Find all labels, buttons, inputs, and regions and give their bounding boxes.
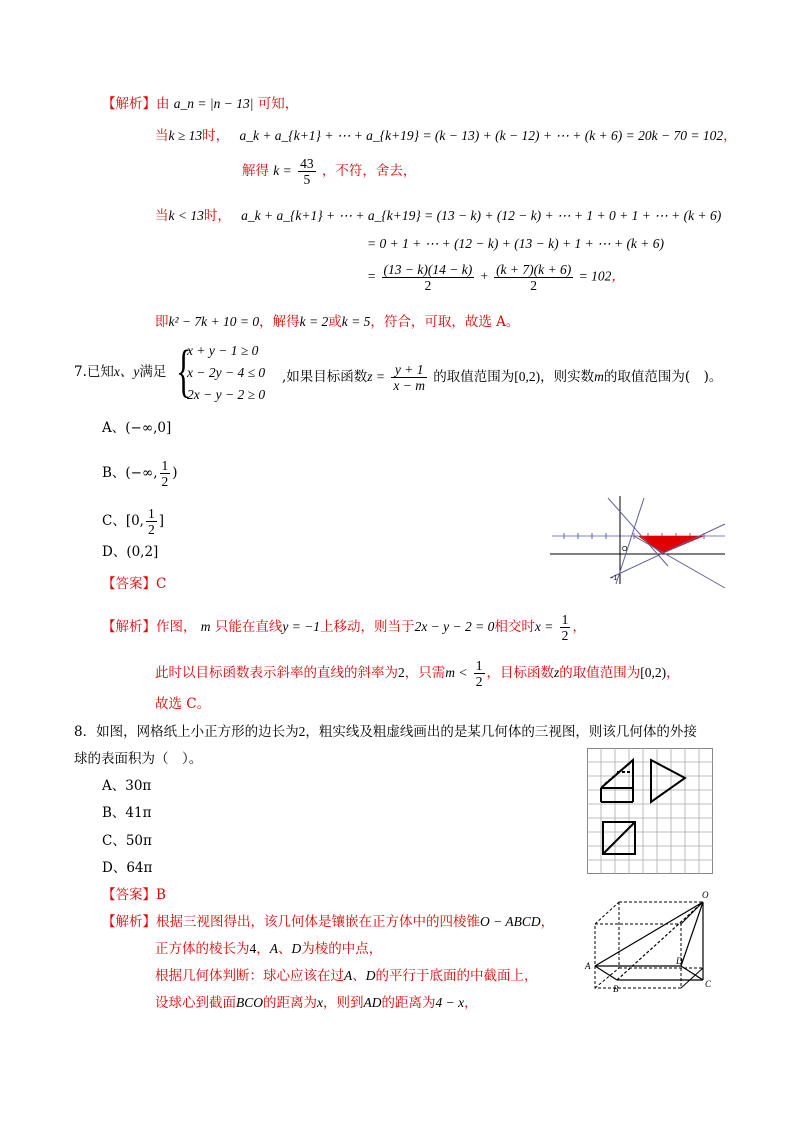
fraction: $\frac{(13 - k)(14 - k)}{2}$: [383, 262, 473, 293]
q8-option-a: A、30π: [102, 778, 152, 794]
q8-option-b: B、41π: [102, 805, 152, 821]
q7-option-b: B、(−∞, $\frac{1}{2}$ ): [102, 458, 178, 489]
sol6-case2-expr: a_k + a_{k+1} + ⋯ + a_{k+19} = (13 − k) + (12 − k) + ⋯ + 1 + 0 + 1 + ⋯ + (k + 6): [241, 208, 722, 223]
fraction: $\frac{(k + 7)(k + 6)}{2}$: [496, 262, 572, 293]
fraction: $\frac{1}{2}$: [147, 506, 155, 537]
q7-solution-line3: 故选 C。: [155, 696, 211, 712]
y-label: -1: [611, 575, 618, 582]
q7-answer: 【答案】C: [102, 576, 167, 592]
sol6-case1: 当k ≥ 13时， a_k + a_{k+1} + ⋯ + a_{k+19} = (k − 13) + (k − 12) + ⋯ + (k + 6) = 20k − 70 = 102，: [155, 128, 737, 144]
q7-stem-cont: ,如果目标函数z = $\frac{y + 1}{x - m}$ 的取值范围为[0,2)，则实数m的取值范围为( )。: [282, 362, 723, 393]
system-brace: {: [176, 338, 192, 403]
label-c: C: [705, 979, 712, 989]
label-a: A: [585, 961, 591, 971]
q7-inequalities: x + y − 1 ≥ 0 x − 2y − 4 ≤ 0 2x − y − 2 ≥ 0: [187, 343, 266, 402]
q8-answer: 【答案】B: [102, 887, 166, 903]
fraction: $\frac{y + 1}{x - m}$: [393, 362, 425, 393]
label-b: B: [613, 984, 619, 994]
q8-solution-line1: 【解析】根据三视图得出，该几何体是镶嵌在正方体中的四棱锥O − ABCD，: [102, 914, 555, 930]
fraction: $\frac{43}{5}$: [300, 156, 314, 187]
q8-stem-line1: 8．如图，网格纸上小正方形的边长为2，粗实线及粗虚线画出的是某几何体的三视图，则该几何体的外接: [74, 724, 697, 740]
q7-solution-line1: 【解析】作图， m 只能在直线y = −1上移动，则当于2x − y − 2 = 0相交时x = $\frac{1}{2}$ ，: [102, 612, 586, 643]
q7-stem: 7.已知x、y满足: [74, 364, 167, 380]
q7-option-c: C、[0, $\frac{1}{2}$ ]: [102, 506, 165, 537]
sol6-tag: 【解析】: [102, 96, 156, 112]
q7-feasible-region-graph: [550, 494, 725, 584]
cube-pyramid-figure: [585, 888, 715, 998]
sol6-case2-line2: = 0 + 1 + ⋯ + (12 − k) + (13 − k) + 1 + ⋯ + (k + 6): [367, 236, 665, 251]
origin-label: O: [622, 546, 628, 553]
q8-solution-line2: 正方体的棱长为4，A、D为棱的中点，: [155, 941, 383, 957]
sol6-an-expr: a_n = |n − 13|: [173, 96, 254, 111]
q8-option-d: D、64π: [102, 860, 153, 876]
sol6-final: 即k² − 7k + 10 = 0，解得k = 2或k = 5，符合，可取，故选 A。: [155, 314, 520, 330]
label-o: O: [702, 890, 709, 900]
q7-solution-line2: 此时以目标函数表示斜率的直线的斜率为2，只需m < $\frac{1}{2}$ ，目标函数z的取值范围为[0,2)，: [155, 658, 680, 689]
q8-stem-line2: 球的表面积为（ ）。: [74, 751, 203, 767]
three-view-grid: [587, 748, 713, 874]
fraction: $\frac{1}{2}$: [475, 658, 483, 689]
q8-solution-line3: 根据几何体判断：球心应该在过A、D的平行于底面的中截面上，: [155, 968, 538, 984]
sol6-solve1: 解得 k = $\frac{43}{5}$ ，不符，舍去，: [242, 156, 417, 187]
q7-option-a: A、(−∞,0]: [102, 420, 172, 436]
sol6-case2-line3: = $\frac{(13 - k)(14 - k)}{2}$ + $\frac{(k + 7)(k + 6)}{2}$ = 102，: [367, 262, 625, 293]
sol6-case2: 当k < 13时， a_k + a_{k+1} + ⋯ + a_{k+19} = (13 − k) + (12 − k) + ⋯ + 1 + 0 + 1 + ⋯ + (k + 6): [155, 208, 722, 224]
fraction: $\frac{1}{2}$: [161, 458, 169, 489]
q8-option-c: C、50π: [102, 833, 152, 849]
q8-solution-line4: 设球心到截面BCO的距离为x，则到AD的距离为4 − x，: [155, 995, 478, 1011]
constraint-line: [608, 498, 668, 566]
sol6-line1: 【解析】由 a_n = |n − 13| 可知，: [102, 96, 299, 112]
fraction: $\frac{1}{2}$: [561, 612, 569, 643]
sol6-case1-expr: a_k + a_{k+1} + ⋯ + a_{k+19} = (k − 13) + (k − 12) + ⋯ + (k + 6) = 20k − 70 = 102: [239, 128, 724, 143]
q7-option-d: D、(0,2]: [102, 544, 159, 560]
cube-edges: [595, 902, 703, 988]
label-d: D: [676, 956, 683, 966]
